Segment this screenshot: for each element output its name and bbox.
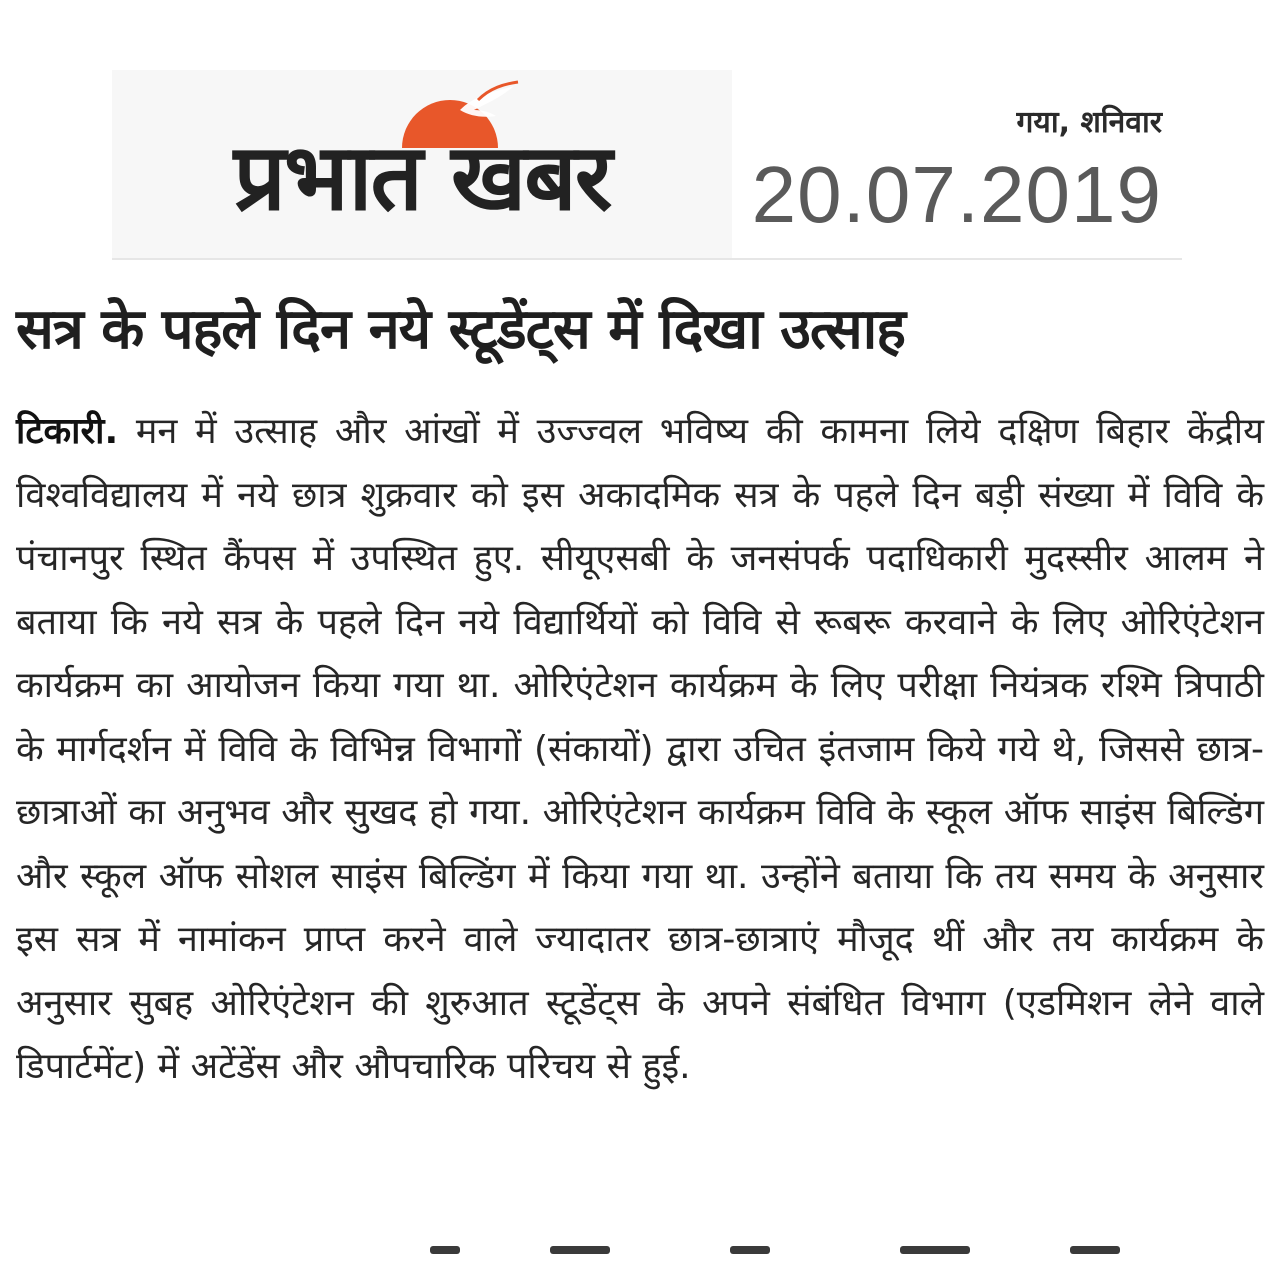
newspaper-logo — [112, 70, 732, 260]
article-dateline-place: टिकारी. — [16, 411, 119, 452]
masthead — [0, 0, 1280, 270]
article-text: मन में उत्साह और आंखों में उज्ज्वल भविष्य की कामना लिये दक्षिण बिहार केंद्रीय विश्वविद्यालय में नये छात्र शुक्रवार को इस अकादमिक सत्र के पहले दिन बड़ी संख्या में विवि के पंचानपुर स्थित कैंपस में उपस्थित हुए. सीयूएसबी के जनसंपर्क पदाधिकारी मुदस्सीर आलम ने बताया कि नये सत्र के पहले दिन नये विद्यार्थियों को विवि से रूबरू करवाने के लिए ओरिएंटेशन कार्यक्रम का आयोजन किया गया था. ओरिएंटेशन कार्यक्रम के लिए परीक्षा नियंत्रक रश्मि त्रिपाठी के मार्गदर्शन में विवि के विभिन्न विभागों (संकायों) द्वारा उचित इंतजाम किये गये थे, जिससे छात्र-छात्राओं का अनुभव और सुखद हो गया. ओरिएंटेशन कार्यक्रम विवि के स्कूल ऑफ साइंस बिल्डिंग और स्कूल ऑफ सोशल साइंस बिल्डिंग में किया गया था. उन्होंने बताया कि तय समय के अनुसार इस सत्र में नामांकन प्राप्त करने वाले ज्यादातर छात्र-छात्राएं मौजूद थीं और तय कार्यक्रम के अनुसार सुबह ओरिएंटेशन की शुरुआत स्टूडेंट्स के अपने संबंधित विभाग (एडमिशन लेने वाले डिपार्टमेंट) में अटेंडेंस और औपचारिक परिचय से हुई. — [16, 411, 1264, 1087]
edition-date: 20.07.2019 — [751, 150, 1162, 239]
article-headline: सत्र के पहले दिन नये स्टूडेंट्स में दिखा उत्साह — [16, 297, 906, 362]
edition-city-day: गया, शनिवार — [1016, 105, 1162, 140]
article-body — [16, 400, 1264, 1099]
masthead-divider — [112, 258, 1182, 260]
logo-wordmark: प्रभात खबर — [233, 124, 611, 231]
cropped-next-line — [430, 1246, 1190, 1256]
